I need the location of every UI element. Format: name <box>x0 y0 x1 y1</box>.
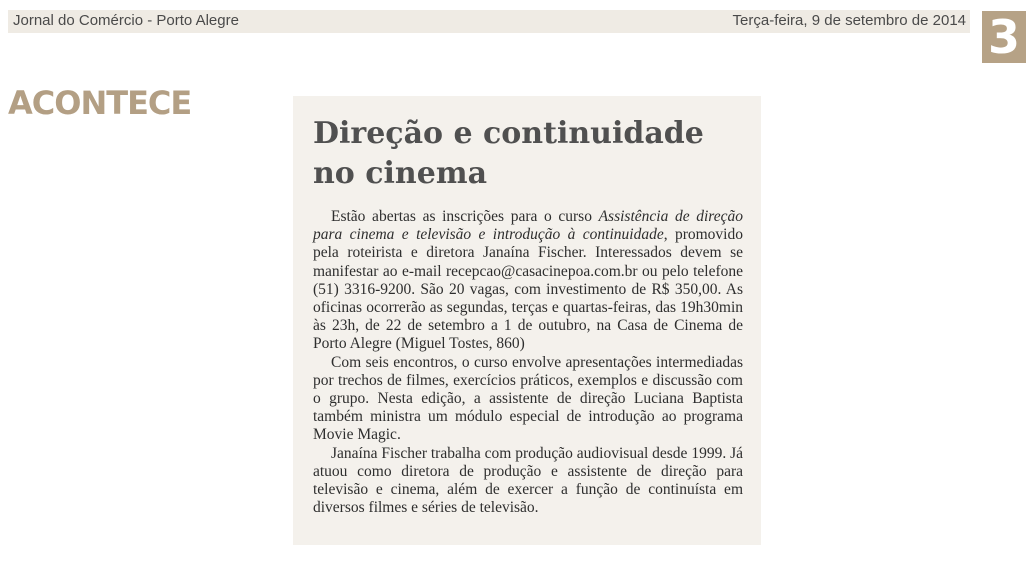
publication-name: Jornal do Comércio - Porto Alegre <box>13 12 239 29</box>
paragraph-1 <box>313 208 743 354</box>
section-label: ACONTECE <box>8 84 192 122</box>
title-line-1: Direção e continuidade <box>313 116 704 151</box>
title-line-2: no cinema <box>313 156 488 191</box>
paragraph-2: Com seis encontros, o curso envolve apresentações intermediadas por trechos de filmes, exercícios práticos, exemplos e discussão com o grupo. Nesta edição, a assistente de direção Luciana Baptista também ministra um módulo especial de introdução ao programa Movie Magic. <box>313 353 743 444</box>
page-number: 3 <box>982 11 1026 63</box>
paragraph-3: Janaína Fischer trabalha com produção audiovisual desde 1999. Já atuou como diretora de produção e assistente de direção para televisão e cinema, além de exercer a função de continuísta em diversos filmes e séries de televisão. <box>313 444 743 517</box>
course-name: Assistência de direção para cinema e televisão e introdução à continuidade <box>313 208 743 244</box>
issue-date: Terça-feira, 9 de setembro de 2014 <box>732 12 966 29</box>
page-header <box>8 10 970 33</box>
article-title <box>313 114 743 194</box>
article-body <box>313 208 743 517</box>
article-box <box>293 96 761 545</box>
paragraph-1-start: Estão abertas as inscrições para o curso <box>331 208 599 225</box>
paragraph-1-rest: , promovido pela roteirista e diretora Janaína Fischer. Interessados devem se manifestar ao e-mail recepcao@casacinepoa.com.br ou pelo telefone (51) 3316-9200. São 20 vagas, com investimento de R$ 350,00. As oficinas ocorrerão as segundas, terças e quartas-feiras, das 19h30min às 23h, de 22 de setembro a 1 de outubro, na Casa de Cinema de Porto Alegre (Miguel Tostes, 860) <box>313 226 743 353</box>
